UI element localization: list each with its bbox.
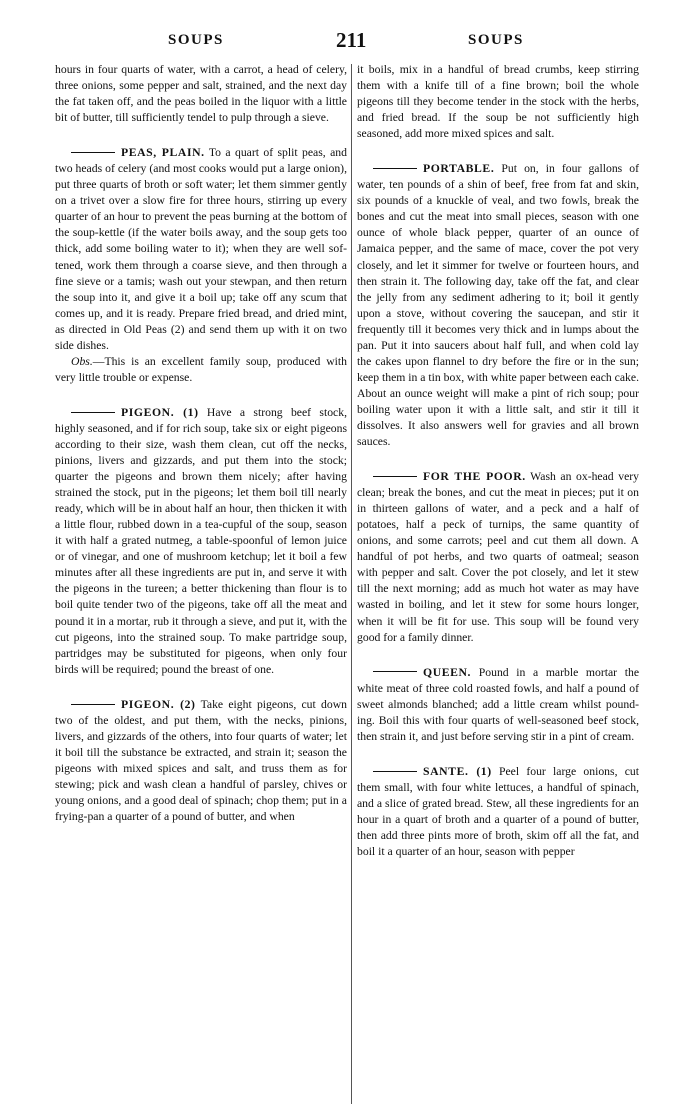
continuation-text: hours in four quarts of water, with a carrot, a head of celery, three onions, some pepper and salt, strained, and the next day the fat taken off, and the peas boiled in the liquor with a little bit of butter, till sufficiently tendel to pulp through a sieve. <box>55 63 347 125</box>
obs-text: —This is an excellent family soup, produced with very little trouble or expense. <box>55 354 347 384</box>
running-head-left: SOUPS <box>168 32 224 48</box>
recipe-observation <box>55 354 347 386</box>
recipe-text: Wash an ox-head very clean; break the bones, and cut the meat in pieces; put it on in thirteen gallons of water, and a peck and a half of potatoes, half a peck of turnips, the same quantity of onions, and some carrots; peel and cut them all down. A handful of pot herbs, and two quarts of oatmeal; season with pepper and salt. Cover the pot closely, and let it stew till the next morning; add as much hot water as may have wasted in boiling, and let it stew for some hours longer, when it will be fit for use. This soup will be found very good for a family dinner. <box>357 470 639 644</box>
entry-dash <box>71 412 115 413</box>
recipe-sante-1 <box>357 764 639 860</box>
entry-dash <box>373 671 417 672</box>
recipe-text: Take eight pigeons, cut down two of the oldest, and put them, with the necks, pinions, livers, and gizzards of the others, into four quarts of water; let it boil till the substance be extracted, and strain it; season the pigeons with mixed spices and salt, and truss them as for stewing; pick and wash clean a handful of parsley, chives or young onions, and a good deal of spinach; chop them; put in a frying-pan a quarter of a pound of butter, and when <box>55 697 347 824</box>
recipe-peas-plain <box>55 145 347 354</box>
recipe-heading: FOR THE POOR. <box>423 470 526 484</box>
left-column <box>55 62 347 825</box>
continuation-text: it boils, mix in a handful of bread crumbs, keep stirring them with a knife till of a fine brown; boil the whole pigeons till they become tender in the stock with the herbs, and fried bread. If the soup be not sufficiently high seasoned, add more mixed spices and salt. <box>357 63 639 141</box>
page-number: 211 <box>336 28 367 52</box>
recipe-pigeon-1 <box>55 405 347 678</box>
right-column <box>357 62 639 860</box>
recipe-heading: PEAS, PLAIN. <box>121 146 205 160</box>
recipe-heading: QUEEN. <box>423 665 472 679</box>
recipe-heading: SANTE. (1) <box>423 764 492 778</box>
entry-dash <box>373 771 417 772</box>
running-header <box>0 28 700 56</box>
recipe-text: Peel four large onions, cut them small, with four white lettuces, a handful of spinach, and a slice of grated bread. Stew, all these ingredients for an hour in a quart of broth and a quarter of a pound of butter, then add three pints more of broth, skim off all the fat, and boil it a quarter of an hour, season with pepper <box>357 764 639 859</box>
recipe-text: Put on, in four gallons of water, ten pounds of a shin of beef, free from fat and skin, six pounds of a knuckle of veal, and two fowls, break the bones and cut the meat into small pieces, season with one ounce of whole black pepper, quarter of an ounce of Jamaica pepper, and the same of mace, cover the pot very closely, and let it simmer for twelve or fourteen hours, and then strain it. The following day, take off the fat, and clear the jelly from any sediment adhering to it; boil it gently upon a stove, without covering the saucepan, and stir it frequently till it becomes very thick and in lumps about the pan. Put it into saucers about half full, and when cold lay the cakes upon flannel to dry before the fire or in the sun; keep them in a tin box, with white paper between each cake. About an ounce weight will make a pint of rich soup; pour boiling water upon it with a little salt, and stir it till it dissolves. It also answers well for gravies and all brown sauces. <box>357 162 640 449</box>
entry-dash <box>373 476 417 477</box>
recipe-pigeon-2 <box>55 697 347 825</box>
entry-dash <box>373 168 417 169</box>
recipe-text: Pound in a marble mortar the white meat of three cold roasted fowls, and half a pound of sweet almonds blanched; add a little cream whilst pounding. Boil this with four quarts of well-seasoned beef stock, then strain it, and just before serving stir in a pint of cream. <box>357 665 640 743</box>
recipe-for-the-poor <box>357 469 639 646</box>
column-divider <box>351 64 352 1104</box>
recipe-portable <box>357 161 639 450</box>
recipe-heading: PORTABLE. <box>423 162 495 176</box>
recipe-text: To a quart of split peas, and two heads of celery (and most cooks would put a large onion), put three quarts of broth or soft water; let them simmer gently on a trivet over a slow fire for three hours, stirring up every quarter of an hour to prevent the peas burning at the bottom of the soup-kettle (if the water boils away, and the soup gets too thick, add some boiling water to it); when they are well softened, work them through a coarse sieve, and then through a fine sieve or a tamis; wash out your stewpan, and then return the soup into it, and give it a boil up; take off any scum that comes up, and it is ready. Prepare fried bread, and dried mint, as directed in Old Peas (2) and send them up with it on two side dishes. <box>55 146 347 352</box>
entry-dash <box>71 704 115 705</box>
recipe-heading: PIGEON. (1) <box>121 405 199 419</box>
running-head-right: SOUPS <box>468 32 524 48</box>
recipe-text: Have a strong beef stock, highly seasoned, and if for rich soup, take six or eight pigeons according to their size, wash them clean, cut off the necks, pinions, livers and gizzards, and put them into the stock; quarter the pigeons and brown them nicely; after having strained the stock, put in the pigeons; let them boil till nearly ready, which will be in about half an hour, then thicken it with a little flour, rubbed down in a tea-cupful of the soup, season it with half a grated nutmeg, a table-spoonful of lemon juice or of vinegar, and one of mushroom ketchup; let it boil a few minutes after all these ingredients are put in, and serve it with the pigeons in the tureen; a better thickening than flour is to boil quite tender two of the pigeons, take off all the meat and pound it in a mortar, rub it through a sieve, and put it, with the cut pigeons, into the strained soup. To make partridge soup, partridges may be substituted for pigeons, when only four birds will be required; pound the breast of one. <box>55 405 347 676</box>
recipe-queen <box>357 665 639 745</box>
obs-label: Obs. <box>71 354 93 368</box>
entry-dash <box>71 152 115 153</box>
recipe-heading: PIGEON. (2) <box>121 697 196 711</box>
